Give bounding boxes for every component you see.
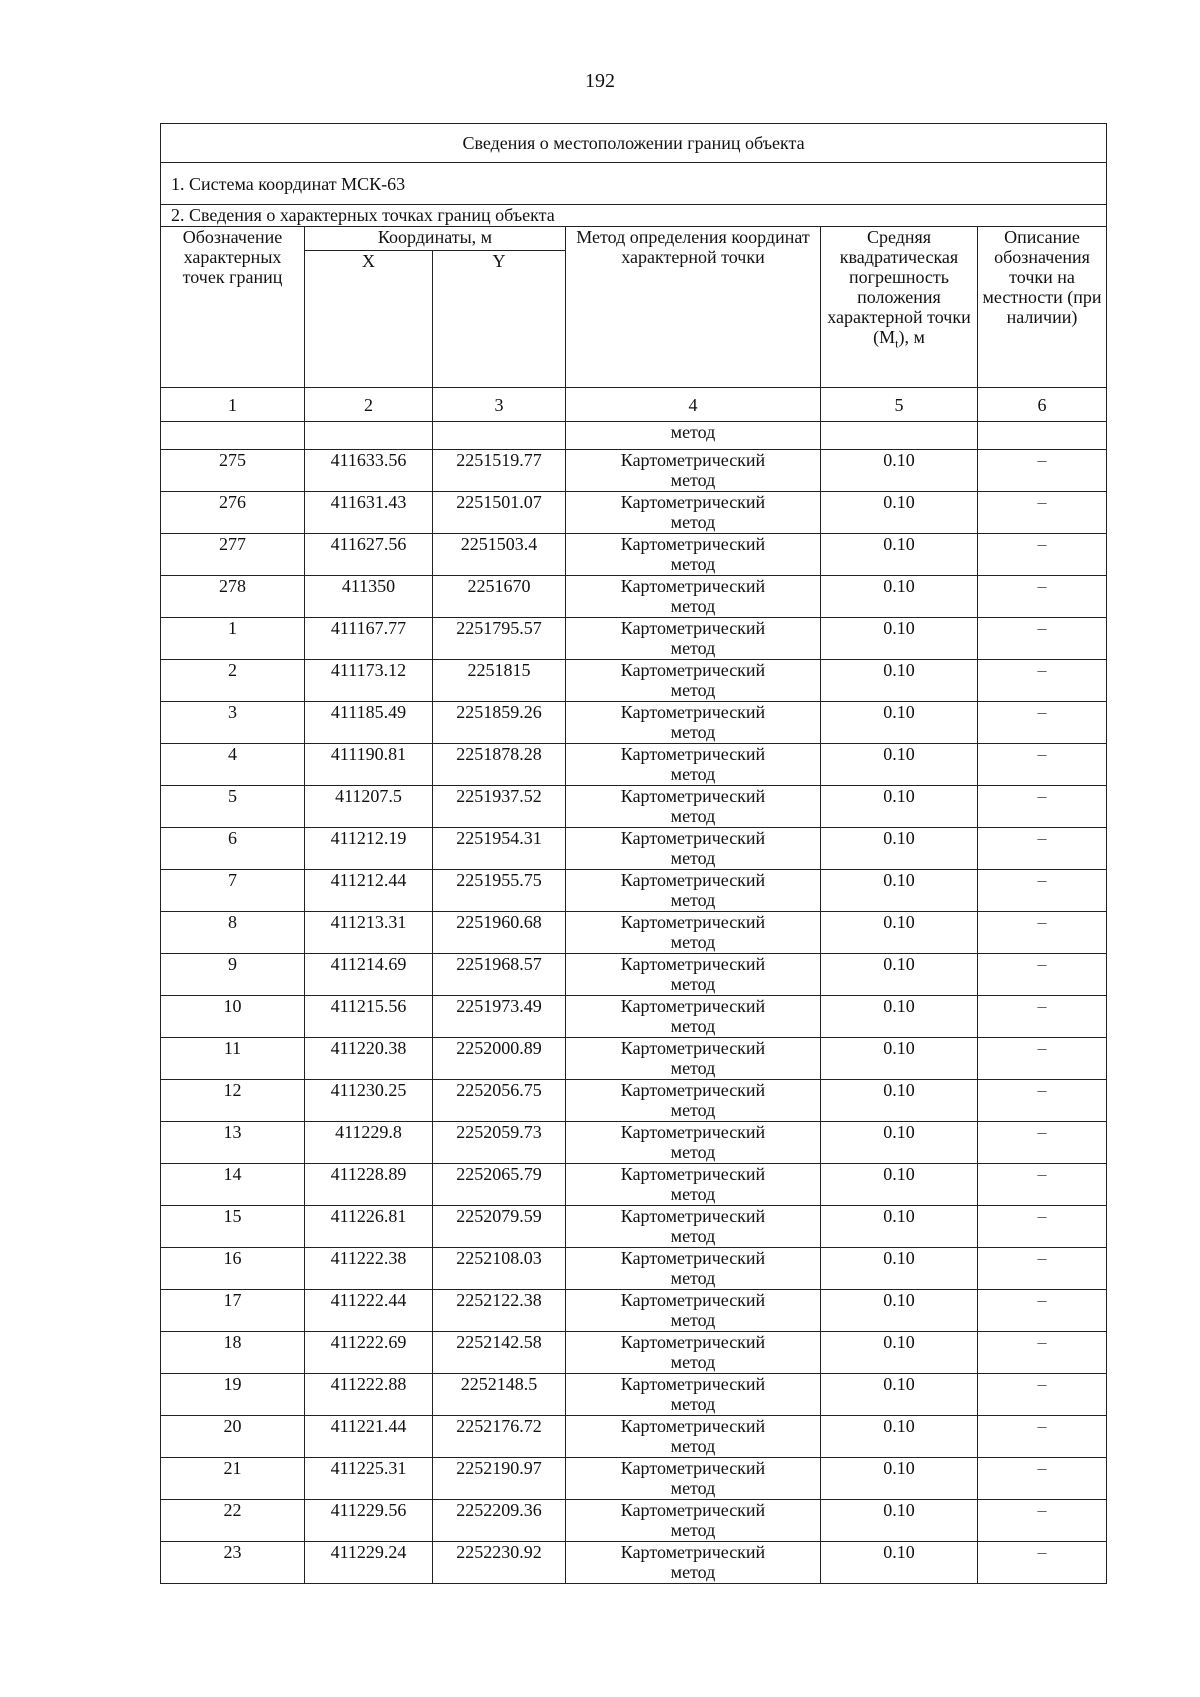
- coord-y: 2252059.73: [433, 1122, 566, 1164]
- point-description: –: [978, 828, 1107, 870]
- point-description: –: [978, 1542, 1107, 1584]
- method-text: Картометрический: [620, 1080, 766, 1100]
- method-cell: [566, 492, 821, 534]
- method-text: Картометрический: [620, 660, 766, 680]
- mean-error: 0.10: [821, 1500, 978, 1542]
- table-row: [161, 618, 1107, 660]
- table-row: [161, 1500, 1107, 1542]
- point-id: 13: [161, 1122, 305, 1164]
- coord-y: 2252148.5: [433, 1374, 566, 1416]
- mean-error: 0.10: [821, 702, 978, 744]
- point-description: –: [978, 1374, 1107, 1416]
- table-row: [161, 828, 1107, 870]
- mean-error: 0.10: [821, 660, 978, 702]
- mean-error: 0.10: [821, 1206, 978, 1248]
- point-description: –: [978, 1332, 1107, 1374]
- coord-x: 411222.88: [305, 1374, 433, 1416]
- coord-x: 411212.44: [305, 870, 433, 912]
- table-row: [161, 1290, 1107, 1332]
- point-description: –: [978, 576, 1107, 618]
- method-cell: [566, 786, 821, 828]
- coord-x: 411190.81: [305, 744, 433, 786]
- point-description: –: [978, 786, 1107, 828]
- method-text: Картометрический: [620, 744, 766, 764]
- point-id: 11: [161, 1038, 305, 1080]
- coord-y: 2251501.07: [433, 492, 566, 534]
- method-text: метод: [670, 848, 716, 868]
- method-cell: [566, 1374, 821, 1416]
- point-description: –: [978, 450, 1107, 492]
- method-text: Картометрический: [620, 1038, 766, 1058]
- method-text: метод: [670, 1478, 716, 1498]
- coord-x: 411631.43: [305, 492, 433, 534]
- method-text: Картометрический: [620, 576, 766, 596]
- method-cell: [566, 1416, 821, 1458]
- point-id: 2: [161, 660, 305, 702]
- coord-x: 411213.31: [305, 912, 433, 954]
- point-description: –: [978, 1122, 1107, 1164]
- coord-y: 2251859.26: [433, 702, 566, 744]
- method-text: Картометрический: [620, 450, 766, 470]
- method-text: Картометрический: [620, 996, 766, 1016]
- method-text: метод: [670, 1352, 716, 1372]
- coord-x: 411230.25: [305, 1080, 433, 1122]
- method-text: метод: [670, 638, 716, 658]
- table-row: [161, 1206, 1107, 1248]
- method-text: метод: [670, 512, 716, 532]
- point-description: –: [978, 912, 1107, 954]
- coord-y: 2251954.31: [433, 828, 566, 870]
- point-id: 6: [161, 828, 305, 870]
- method-text: Картометрический: [620, 1206, 766, 1226]
- mean-error: 0.10: [821, 1080, 978, 1122]
- method-text: Картометрический: [620, 912, 766, 932]
- boundary-points-table: [160, 123, 1107, 1584]
- coord-x: 411229.56: [305, 1500, 433, 1542]
- coord-y: 2251795.57: [433, 618, 566, 660]
- coord-x: 411221.44: [305, 1416, 433, 1458]
- point-id: 20: [161, 1416, 305, 1458]
- mean-error: 0.10: [821, 1164, 978, 1206]
- table-row: [161, 954, 1107, 996]
- point-description: –: [978, 954, 1107, 996]
- table-row: [161, 744, 1107, 786]
- mean-error: 0.10: [821, 450, 978, 492]
- mean-error: 0.10: [821, 744, 978, 786]
- column-numbers-row: [161, 388, 1107, 422]
- column-number: 6: [978, 388, 1107, 422]
- method-cell: [566, 576, 821, 618]
- point-id: 10: [161, 996, 305, 1038]
- coord-y: 2252056.75: [433, 1080, 566, 1122]
- point-id: 14: [161, 1164, 305, 1206]
- header-y: Y: [433, 251, 566, 388]
- column-number: 5: [821, 388, 978, 422]
- header-description: Описание обозначения точки на местности (при наличии): [978, 227, 1107, 388]
- coord-x: 411350: [305, 576, 433, 618]
- point-id: 18: [161, 1332, 305, 1374]
- method-cell: [566, 618, 821, 660]
- coord-x: 411212.19: [305, 828, 433, 870]
- method-text: метод: [670, 1184, 716, 1204]
- point-id: 276: [161, 492, 305, 534]
- point-id: 21: [161, 1458, 305, 1500]
- point-description: –: [978, 534, 1107, 576]
- method-text: Картометрический: [620, 1542, 766, 1562]
- coord-x: 411225.31: [305, 1458, 433, 1500]
- table-title: Сведения о местоположении границ объекта: [161, 124, 1107, 163]
- point-id: 12: [161, 1080, 305, 1122]
- point-id: 15: [161, 1206, 305, 1248]
- method-cell: [566, 660, 821, 702]
- coord-x: 411167.77: [305, 618, 433, 660]
- table-row: [161, 1164, 1107, 1206]
- point-description: –: [978, 618, 1107, 660]
- coord-y: 2252176.72: [433, 1416, 566, 1458]
- point-description: –: [978, 1080, 1107, 1122]
- table-row: [161, 1542, 1107, 1584]
- method-text: метод: [670, 764, 716, 784]
- point-id: 9: [161, 954, 305, 996]
- method-text: метод: [670, 932, 716, 952]
- method-text: Картометрический: [620, 1164, 766, 1184]
- mean-error: 0.10: [821, 1458, 978, 1500]
- coord-x: 411226.81: [305, 1206, 433, 1248]
- method-text: метод: [670, 1394, 716, 1414]
- table-row: [161, 870, 1107, 912]
- coord-x: 411222.69: [305, 1332, 433, 1374]
- point-description: –: [978, 1038, 1107, 1080]
- method-cell: [566, 744, 821, 786]
- method-cell: [566, 1206, 821, 1248]
- table-row: [161, 534, 1107, 576]
- method-text: метод: [670, 680, 716, 700]
- method-text: метод: [670, 1016, 716, 1036]
- method-cell: [566, 996, 821, 1038]
- method-cell: [566, 702, 821, 744]
- method-cell: [566, 1542, 821, 1584]
- point-id: 23: [161, 1542, 305, 1584]
- point-id: 5: [161, 786, 305, 828]
- method-text: метод: [670, 1100, 716, 1120]
- header-method: Метод определения координат характерной точки: [566, 227, 821, 388]
- page-number: 192: [585, 70, 615, 92]
- method-cell: [566, 954, 821, 996]
- point-id: 17: [161, 1290, 305, 1332]
- table-row: [161, 660, 1107, 702]
- method-text: метод: [670, 596, 716, 616]
- mean-error: 0.10: [821, 1122, 978, 1164]
- coord-y: 2251955.75: [433, 870, 566, 912]
- method-text: метод: [670, 1226, 716, 1246]
- coord-y: 2252065.79: [433, 1164, 566, 1206]
- mean-error: 0.10: [821, 1038, 978, 1080]
- method-text: Картометрический: [620, 954, 766, 974]
- point-id: 1: [161, 618, 305, 660]
- mean-error: 0.10: [821, 1374, 978, 1416]
- point-id: 4: [161, 744, 305, 786]
- method-text: метод: [670, 974, 716, 994]
- coord-x: 411627.56: [305, 534, 433, 576]
- mean-error: 0.10: [821, 534, 978, 576]
- mean-error: 0.10: [821, 618, 978, 660]
- table-row: [161, 492, 1107, 534]
- point-description: –: [978, 1248, 1107, 1290]
- method-cell: [566, 1500, 821, 1542]
- method-cell: [566, 828, 821, 870]
- mean-error: 0.10: [821, 1248, 978, 1290]
- point-id: 275: [161, 450, 305, 492]
- column-number: 1: [161, 388, 305, 422]
- table-row: [161, 786, 1107, 828]
- table-row: [161, 1332, 1107, 1374]
- coord-y: 2252122.38: [433, 1290, 566, 1332]
- method-text: Картометрический: [620, 1458, 766, 1478]
- point-id: 22: [161, 1500, 305, 1542]
- method-cell: [566, 1080, 821, 1122]
- method-cell: [566, 1332, 821, 1374]
- coord-y: 2251973.49: [433, 996, 566, 1038]
- method-text: метод: [670, 890, 716, 910]
- method-cell: [566, 1038, 821, 1080]
- method-text: Картометрический: [620, 492, 766, 512]
- method-cell: [566, 1458, 821, 1500]
- coord-x: 411222.38: [305, 1248, 433, 1290]
- mean-error: 0.10: [821, 492, 978, 534]
- method-text: Картометрический: [620, 1122, 766, 1142]
- point-id: 3: [161, 702, 305, 744]
- table-row: [161, 1416, 1107, 1458]
- table-row: [161, 1038, 1107, 1080]
- coord-y: 2252000.89: [433, 1038, 566, 1080]
- point-description: –: [978, 702, 1107, 744]
- point-description: –: [978, 1458, 1107, 1500]
- method-text: метод: [670, 470, 716, 490]
- method-cell: [566, 534, 821, 576]
- coord-x: 411214.69: [305, 954, 433, 996]
- mean-error: 0.10: [821, 954, 978, 996]
- table-row: [161, 912, 1107, 954]
- method-cell: [566, 1290, 821, 1332]
- method-text: Картометрический: [620, 1416, 766, 1436]
- method-text: метод: [670, 806, 716, 826]
- table-row: [161, 1122, 1107, 1164]
- method-text: метод: [670, 554, 716, 574]
- method-cell: [566, 870, 821, 912]
- point-id: 7: [161, 870, 305, 912]
- method-text: метод: [670, 1142, 716, 1162]
- mean-error: 0.10: [821, 1290, 978, 1332]
- mean-error: 0.10: [821, 1416, 978, 1458]
- method-cell: [566, 450, 821, 492]
- continuation-row: [161, 422, 1107, 450]
- coord-y: 2251815: [433, 660, 566, 702]
- method-text: Картометрический: [620, 702, 766, 722]
- method-text: Картометрический: [620, 1374, 766, 1394]
- point-description: –: [978, 1500, 1107, 1542]
- method-text: метод: [670, 1268, 716, 1288]
- method-text: метод: [670, 722, 716, 742]
- point-description: –: [978, 660, 1107, 702]
- coord-y: 2251960.68: [433, 912, 566, 954]
- method-text: Картометрический: [620, 1248, 766, 1268]
- header-mean-error: Средняя квадратическая погрешность положения характерной точки $(M_t)$, м: [821, 227, 978, 388]
- method-text: Картометрический: [620, 1500, 766, 1520]
- method-text: метод: [670, 1310, 716, 1330]
- coord-y: 2252190.97: [433, 1458, 566, 1500]
- table-row: [161, 996, 1107, 1038]
- header-x: X: [305, 251, 433, 388]
- header-coordinates: Координаты, м: [305, 227, 566, 251]
- method-text: Картометрический: [620, 534, 766, 554]
- method-text: метод: [670, 1562, 716, 1582]
- table-row: [161, 1080, 1107, 1122]
- method-cell: [566, 912, 821, 954]
- table-row: [161, 1374, 1107, 1416]
- point-description: –: [978, 744, 1107, 786]
- point-id: 277: [161, 534, 305, 576]
- coord-x: 411215.56: [305, 996, 433, 1038]
- table-row: [161, 450, 1107, 492]
- header-point-designation: Обозначение характерных точек границ: [161, 227, 305, 388]
- method-text: Картометрический: [620, 786, 766, 806]
- coord-y: 2251878.28: [433, 744, 566, 786]
- point-description: –: [978, 1416, 1107, 1458]
- coord-y: 2252230.92: [433, 1542, 566, 1584]
- method-text: Картометрический: [620, 828, 766, 848]
- mean-error: 0.10: [821, 870, 978, 912]
- column-number: 4: [566, 388, 821, 422]
- continuation-method: метод: [566, 422, 821, 450]
- point-id: 16: [161, 1248, 305, 1290]
- method-text: Картометрический: [620, 1332, 766, 1352]
- mean-error: 0.10: [821, 1542, 978, 1584]
- points-section-title: 2. Сведения о характерных точках границ объекта: [161, 205, 1107, 227]
- column-number: 3: [433, 388, 566, 422]
- method-text: Картометрический: [620, 618, 766, 638]
- point-id: 278: [161, 576, 305, 618]
- coord-y: 2251503.4: [433, 534, 566, 576]
- coord-x: 411185.49: [305, 702, 433, 744]
- mean-error: 0.10: [821, 1332, 978, 1374]
- point-description: –: [978, 996, 1107, 1038]
- point-description: –: [978, 870, 1107, 912]
- point-id: 8: [161, 912, 305, 954]
- coord-y: 2252142.58: [433, 1332, 566, 1374]
- coord-x: 411222.44: [305, 1290, 433, 1332]
- table-row: [161, 576, 1107, 618]
- coord-x: 411173.12: [305, 660, 433, 702]
- method-cell: [566, 1122, 821, 1164]
- table-row: [161, 1458, 1107, 1500]
- method-cell: [566, 1248, 821, 1290]
- point-description: –: [978, 1290, 1107, 1332]
- table-row: [161, 1248, 1107, 1290]
- coordinate-system-line: 1. Система координат МСК-63: [161, 163, 1107, 205]
- coord-y: 2251519.77: [433, 450, 566, 492]
- coord-y: 2252209.36: [433, 1500, 566, 1542]
- coord-y: 2251670: [433, 576, 566, 618]
- mean-error: 0.10: [821, 576, 978, 618]
- coord-y: 2251937.52: [433, 786, 566, 828]
- coord-x: 411207.5: [305, 786, 433, 828]
- coord-x: 411220.38: [305, 1038, 433, 1080]
- coord-x: 411229.24: [305, 1542, 433, 1584]
- coord-x: 411228.89: [305, 1164, 433, 1206]
- coord-y: 2251968.57: [433, 954, 566, 996]
- method-text: метод: [670, 1520, 716, 1540]
- coord-x: 411633.56: [305, 450, 433, 492]
- point-description: –: [978, 1206, 1107, 1248]
- point-description: –: [978, 492, 1107, 534]
- mean-error: 0.10: [821, 996, 978, 1038]
- point-id: 19: [161, 1374, 305, 1416]
- coord-x: 411229.8: [305, 1122, 433, 1164]
- method-text: Картометрический: [620, 1290, 766, 1310]
- point-description: –: [978, 1164, 1107, 1206]
- method-cell: [566, 1164, 821, 1206]
- coord-y: 2252108.03: [433, 1248, 566, 1290]
- method-text: метод: [670, 1058, 716, 1078]
- coord-y: 2252079.59: [433, 1206, 566, 1248]
- mean-error: 0.10: [821, 912, 978, 954]
- mean-error: 0.10: [821, 786, 978, 828]
- mean-error: 0.10: [821, 828, 978, 870]
- method-text: метод: [670, 1436, 716, 1456]
- method-text: Картометрический: [620, 870, 766, 890]
- table-row: [161, 702, 1107, 744]
- column-number: 2: [305, 388, 433, 422]
